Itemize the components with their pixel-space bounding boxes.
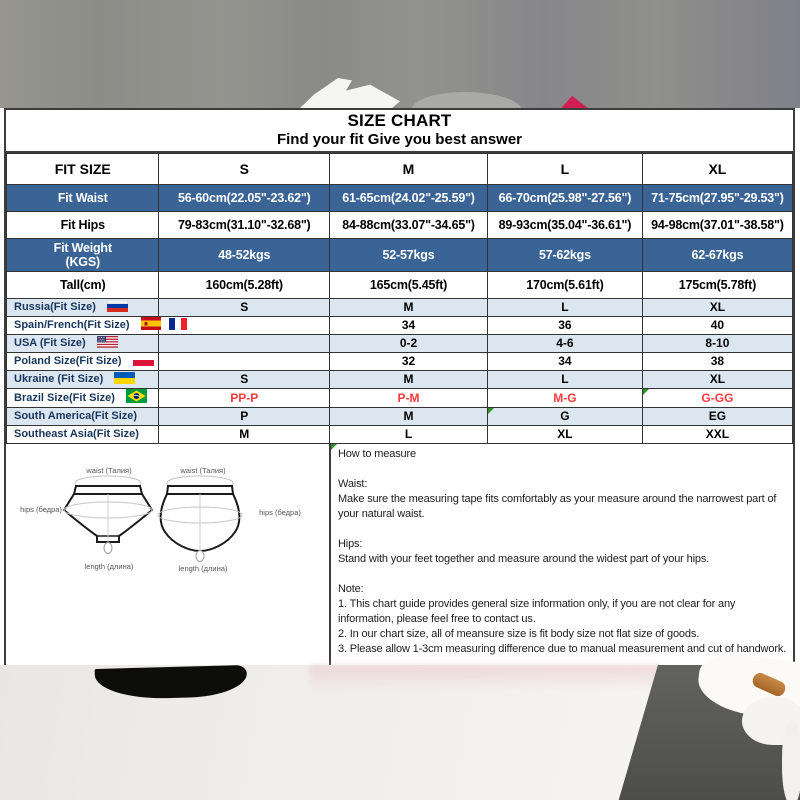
cell: 40: [642, 317, 792, 335]
how-to-measure-text: How to measure Waist: Make sure the measuring tape fits comfortably as your measure around the narrowest part of your natural waist. Hips: Stand with your feet together and measure around the widest part of your hips. Note: 1. This chart guide provides general size information only, if you are not clear for any information, please feel free to contact us. 2. In our chart size, all of meansure size is fit body size not flat size of goods. 3. Please allow 1-3cm measuring difference due to manual measurement and cut of handwork.: [331, 444, 793, 669]
size-table: [6, 153, 793, 444]
cell: 36: [488, 317, 643, 335]
row-label: USA (Fit Size): [7, 335, 159, 353]
column-header-row: [7, 154, 793, 185]
row-label: Brazil Size(Fit Size): [7, 389, 159, 408]
row-label: Russia(Fit Size): [7, 299, 159, 317]
cell: P: [159, 408, 330, 426]
cell: [159, 335, 330, 353]
cell: EG: [642, 408, 792, 426]
length-label-fig2: length (длина): [178, 564, 228, 573]
cell: M: [330, 371, 488, 389]
cell: 0-2: [330, 335, 488, 353]
waist-label-fig2: waist (Талия): [180, 466, 226, 475]
row-label: South America(Fit Size): [7, 408, 159, 426]
cell: XXL: [642, 426, 792, 444]
cell: M: [159, 426, 330, 444]
cell: 8-10: [642, 335, 792, 353]
product-photo-top: [0, 0, 800, 108]
cell: 165cm(5.45ft): [330, 272, 488, 299]
usa-flag-icon: [97, 336, 118, 348]
cell: XL: [642, 371, 792, 389]
hips-label-fig2: hips (бедра): [259, 508, 301, 517]
black-fabric-shape: [95, 665, 248, 700]
cell: 57-62kgs: [488, 239, 643, 272]
highwaist-brief-diagram-icon: [153, 474, 248, 564]
row-label: Southeast Asia(Fit Size): [7, 426, 159, 444]
col-header-s: S: [159, 154, 330, 185]
row-label: Fit Hips: [7, 212, 159, 239]
comment-marker: [643, 389, 649, 395]
cell: L: [488, 371, 643, 389]
comment-marker: [488, 408, 494, 414]
cell: 84-88cm(33.07"-34.65"): [330, 212, 488, 239]
size-chart: [4, 108, 795, 671]
row-label: Fit Weight (KGS): [7, 239, 159, 272]
cell: M: [330, 299, 488, 317]
cell: PP-P: [159, 389, 330, 408]
cell: XL: [642, 299, 792, 317]
cell: 62-67kgs: [642, 239, 792, 272]
cell: G-GG: [642, 389, 792, 408]
cell: M: [330, 408, 488, 426]
cell: S: [159, 299, 330, 317]
cell: L: [330, 426, 488, 444]
waist-heading: Waist:: [338, 478, 368, 490]
cell: G: [488, 408, 643, 426]
row-label: Fit Waist: [7, 185, 159, 212]
white-fluff-shape: [782, 720, 800, 800]
cell: 38: [642, 353, 792, 371]
col-header-xl: XL: [642, 154, 792, 185]
white-fabric-shape: [300, 78, 400, 108]
row-label: Poland Size(Fit Size): [7, 353, 159, 371]
row-label: Tall(cm): [7, 272, 159, 299]
region-row-brazil: [7, 389, 793, 408]
cell: 61-65cm(24.02"-25.59"): [330, 185, 488, 212]
cell: 66-70cm(25.98"-27.56"): [488, 185, 643, 212]
fit-hips-row: [7, 212, 793, 239]
cell: [159, 353, 330, 371]
cell: P-M: [330, 389, 488, 408]
cell: XL: [488, 426, 643, 444]
cell: 89-93cm(35.04"-36.61"): [488, 212, 643, 239]
row-label: Spain/French(Fit Size): [7, 317, 159, 335]
col-header-l: L: [488, 154, 643, 185]
measure-heading: How to measure: [338, 448, 416, 460]
cell: 4-6: [488, 335, 643, 353]
comment-marker: [331, 444, 337, 450]
product-photo-bottom: [0, 665, 800, 800]
cell: 79-83cm(31.10"-32.68"): [159, 212, 330, 239]
pink-fabric-shape: [550, 96, 588, 108]
waist-label-fig1: waist (Талия): [86, 466, 132, 475]
cell: 56-60cm(22.05"-23.62"): [159, 185, 330, 212]
russia-flag-icon: [107, 300, 128, 312]
cell: 32: [330, 353, 488, 371]
poland-flag-icon: [133, 354, 154, 366]
cell: 175cm(5.78ft): [642, 272, 792, 299]
col-header-fit-size: FIT SIZE: [7, 154, 159, 185]
brazil-flag-icon: [126, 389, 147, 403]
page-subtitle: Find your fit Give you best answer: [276, 131, 523, 148]
cell: 94-98cm(37.01"-38.58"): [642, 212, 792, 239]
measurement-diagram-box: [6, 444, 331, 669]
cell: L: [488, 299, 643, 317]
hips-label-fig1: hips (бедра): [20, 505, 62, 514]
region-row-south-america: [7, 408, 793, 426]
fit-waist-row: [7, 185, 793, 212]
region-row-southeast-asia: [7, 426, 793, 444]
region-row-russia: [7, 299, 793, 317]
ukraine-flag-icon: [114, 372, 135, 384]
cell: S: [159, 371, 330, 389]
row-label: Ukraine (Fit Size): [7, 371, 159, 389]
brief-diagram-icon: [61, 474, 156, 564]
pink-tint: [310, 665, 660, 691]
cell: 34: [330, 317, 488, 335]
cell: 160cm(5.28ft): [159, 272, 330, 299]
cell: 52-57kgs: [330, 239, 488, 272]
note-heading: Note:: [338, 583, 364, 595]
hips-heading: Hips:: [338, 538, 363, 550]
region-row-usa: [7, 335, 793, 353]
tall-row: [7, 272, 793, 299]
region-row-poland: [7, 353, 793, 371]
page-title: SIZE CHART: [347, 111, 452, 130]
cell: 71-75cm(27.95"-29.53"): [642, 185, 792, 212]
cell: 34: [488, 353, 643, 371]
cell: 170cm(5.61ft): [488, 272, 643, 299]
region-row-spain-french: [7, 317, 793, 335]
spain-flag-icon: [141, 317, 161, 330]
bottom-section: [6, 444, 793, 669]
cell: 48-52kgs: [159, 239, 330, 272]
region-row-ukraine: [7, 371, 793, 389]
cell: M-G: [488, 389, 643, 408]
fit-weight-row: [7, 239, 793, 272]
length-label-fig1: length (длина): [84, 562, 134, 571]
col-header-m: M: [330, 154, 488, 185]
cell: [159, 317, 330, 335]
title-block: [6, 110, 793, 153]
